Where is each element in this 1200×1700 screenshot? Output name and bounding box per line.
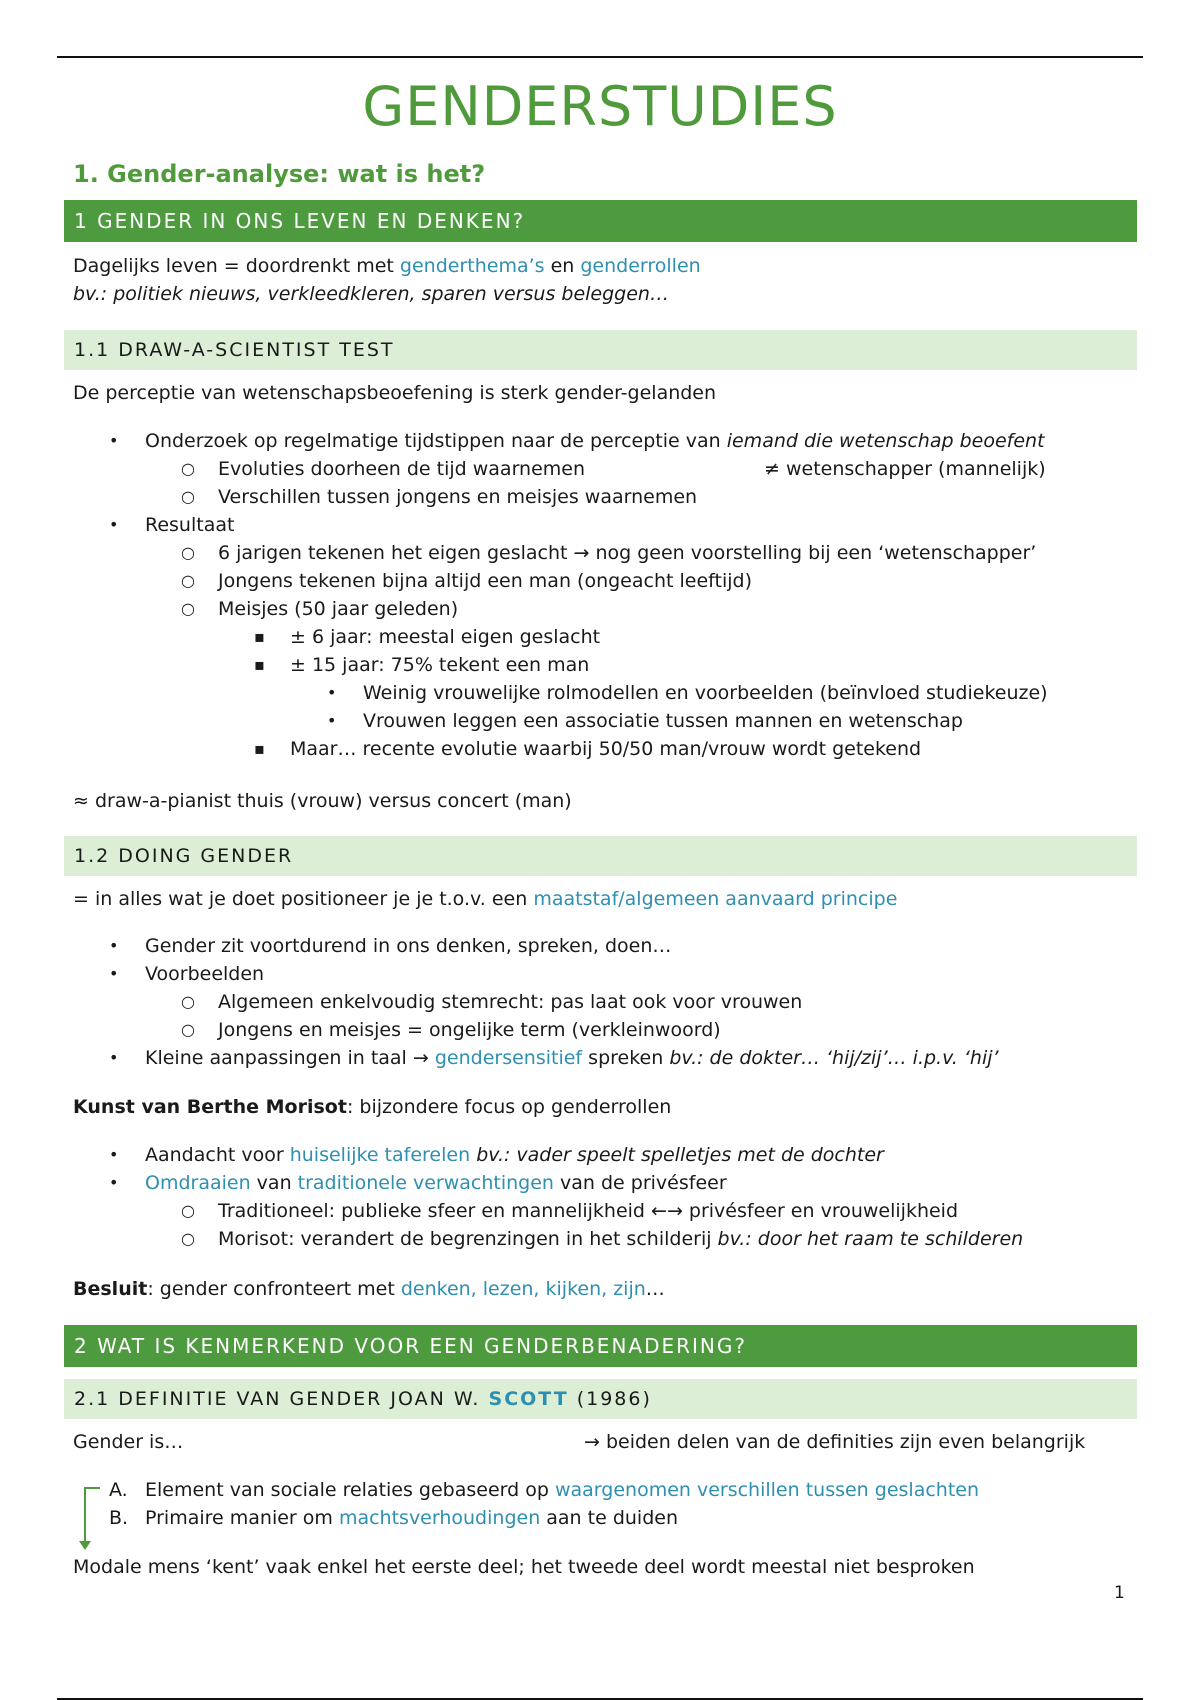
page-number: 1 [1114,1583,1125,1603]
text: Morisot: verandert de begrenzingen in het schilderij [218,1228,718,1250]
bullet-circle: ○ [181,1020,195,1039]
text: Element van sociale relaties gebaseerd op [145,1479,555,1501]
list-label-a: A. [109,1479,128,1501]
section-1-heading: 1 GENDER IN ONS LEVEN EN DENKEN? [64,200,1137,242]
bullet-square: ▪ [254,627,265,646]
document-title: GENDERSTUDIES [362,75,838,138]
text: spreken [582,1047,670,1069]
bullet-disc: • [109,964,119,983]
list-item: Algemeen enkelvoudig stemrecht: pas laat ook voor vrouwen [218,991,803,1013]
bullet-circle: ○ [181,992,195,1011]
list-item: Maar… recente evolutie waarbij 50/50 man/vrouw wordt getekend [290,738,922,760]
term-genderrollen: genderrollen [580,255,701,277]
text: aan te duiden [540,1507,678,1529]
text: Onderzoek op regelmatige tijdstippen naar de perceptie van [145,430,727,452]
bullet-disc: • [109,1048,119,1067]
section-1-example: bv.: politiek nieuws, verkleedkleren, sparen versus beleggen… [73,283,669,305]
definition-part-b [145,1504,678,1532]
bullet-square: ▪ [254,655,265,674]
text-bold: Kunst van Berthe Morisot [73,1096,347,1118]
term-scott: SCOTT [488,1388,569,1410]
term-genderthemas: genderthema’s [399,255,545,277]
text: = in alles wat je doet positioneer je je t.o.v. een [73,888,534,910]
subsection-2-1-heading [64,1379,1137,1419]
subsection-1-1-heading: 1.1 DRAW-A-SCIENTIST TEST [64,330,1137,370]
list-label-b: B. [109,1507,129,1529]
definition-note: → beiden delen van de definities zijn even belangrijk [584,1431,1086,1453]
chapter-heading: 1. Gender-analyse: wat is het? [73,160,486,188]
list-item [145,427,1045,455]
text: (1986) [568,1388,652,1410]
list-item: Jongens tekenen bijna altijd een man (ongeacht leeftijd) [218,570,752,592]
list-item: Weinig vrouwelijke rolmodellen en voorbeelden (beïnvloed studiekeuze) [363,682,1048,704]
morisot-heading [73,1093,671,1121]
bullet-circle: ○ [181,487,195,506]
list-item: ± 15 jaar: 75% tekent een man [290,654,590,676]
list-item [145,1141,884,1169]
subsection-1-2-intro [73,885,897,913]
top-rule [57,56,1143,58]
bullet-circle: ○ [181,459,195,478]
text: van de privésfeer [553,1172,727,1194]
term-omdraaien: Omdraaien [145,1172,251,1194]
comparison-line: ≈ draw-a-pianist thuis (vrouw) versus concert (man) [73,790,572,812]
subsection-1-1-intro: De perceptie van wetenschapsbeoefening is sterk gender-gelanden [73,382,717,404]
connector-line [84,1487,86,1543]
term-traditionele-verwachtingen: traditionele verwachtingen [297,1172,554,1194]
text: … [645,1278,665,1300]
term-waargenomen-verschillen: waargenomen verschillen tussen geslachten [554,1479,980,1501]
text: en [544,255,581,277]
closing-line: Modale mens ‘kent’ vaak enkel het eerste deel; het tweede deel wordt meestal niet besproken [73,1556,975,1578]
list-item: 6 jarigen tekenen het eigen geslacht → nog geen voorstelling bij een ‘wetenschapper’ [218,542,1037,564]
text: van [250,1172,298,1194]
conclusion-line [73,1275,665,1303]
section-2-heading: 2 WAT IS KENMERKEND VOOR EEN GENDERBENADERING? [64,1325,1137,1367]
list-item: Jongens en meisjes = ongelijke term (verkleinwoord) [218,1019,721,1041]
text: 2.1 DEFINITIE VAN GENDER JOAN W. [74,1388,489,1410]
arrow-down-icon [79,1541,91,1550]
bullet-disc: • [109,1145,119,1164]
connector-line [84,1487,100,1489]
term-gendersensitief: gendersensitief [434,1047,583,1069]
section-1-line-1 [73,252,701,280]
list-item: Meisjes (50 jaar geleden) [218,598,459,620]
definition-intro: Gender is… [73,1431,184,1453]
bullet-disc: • [109,515,119,534]
text-italic: bv.: vader speelt spelletjes met de dochter [476,1144,884,1166]
list-item: Verschillen tussen jongens en meisjes waarnemen [218,486,698,508]
text: Aandacht voor [145,1144,290,1166]
bullet-disc: • [109,1173,119,1192]
text-bold: Besluit [73,1278,148,1300]
bullet-circle: ○ [181,1201,195,1220]
text-italic: iemand die wetenschap beoefent [726,430,1045,452]
text-italic: bv.: door het raam te schilderen [717,1228,1024,1250]
bullet-disc: • [327,711,337,730]
subsection-1-2-heading: 1.2 DOING GENDER [64,836,1137,876]
bullet-circle: ○ [181,571,195,590]
list-item [145,1169,727,1197]
bullet-circle: ○ [181,599,195,618]
list-item: Traditioneel: publieke sfeer en mannelijkheid ←→ privésfeer en vrouwelijkheid [218,1200,959,1222]
list-item: Voorbeelden [145,963,265,985]
bullet-disc: • [109,936,119,955]
definition-part-a [145,1476,979,1504]
term-maatstaf: maatstaf/algemeen aanvaard principe [533,888,898,910]
text: : bijzondere focus op genderrollen [346,1096,672,1118]
term-huiselijke-taferelen: huiselijke taferelen [289,1144,471,1166]
text-italic: bv.: de dokter… ‘hij/zij’… i.p.v. ‘hij’ [669,1047,999,1069]
bullet-disc: • [327,683,337,702]
bullet-disc: • [109,431,119,450]
text: Primaire manier om [145,1507,339,1529]
term-machtsverhoudingen: machtsverhoudingen [338,1507,541,1529]
list-item: Vrouwen leggen een associatie tussen mannen en wetenschap [363,710,963,732]
bullet-circle: ○ [181,1229,195,1248]
bullet-circle: ○ [181,543,195,562]
list-item: Gender zit voortdurend in ons denken, spreken, doen… [145,935,672,957]
text: Kleine aanpassingen in taal → [145,1047,435,1069]
list-item [218,1225,1023,1253]
term-denken-lezen-kijken-zijn: denken, lezen, kijken, zijn [400,1278,646,1300]
text: : gender confronteert met [147,1278,401,1300]
list-item [145,1044,999,1072]
side-note: ≠ wetenschapper (mannelijk) [764,458,1046,480]
list-item: Resultaat [145,514,235,536]
list-item: ± 6 jaar: meestal eigen geslacht [290,626,601,648]
text: Dagelijks leven = doordrenkt met [73,255,400,277]
list-item: Evoluties doorheen de tijd waarnemen [218,458,586,480]
bullet-square: ▪ [254,739,265,758]
